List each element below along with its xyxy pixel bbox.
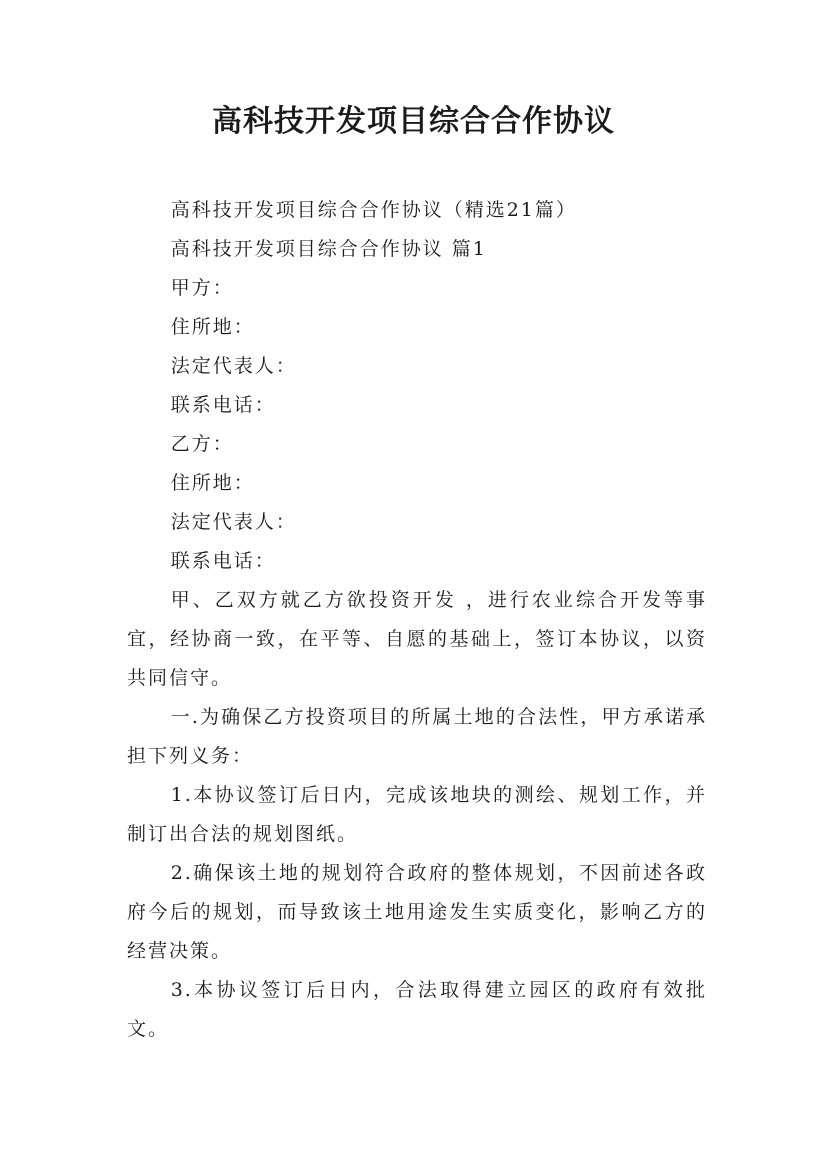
- party-b-representative: 法定代表人：: [170, 511, 297, 533]
- clause-item-1: 1.本协议签订后日内，完成该地块的测绘、规划工作，并制订出合法的规划图纸。: [127, 784, 707, 845]
- preamble-paragraph: 甲、乙双方就乙方欲投资开发 ，进行农业综合开发等事宜，经协商一致，在平等、自愿的基础上，签订本协议，以资共同信守。: [127, 589, 707, 689]
- party-a-representative: 法定代表人：: [170, 355, 297, 377]
- clause-item-3: 3.本协议签订后日内，合法取得建立园区的政府有效批文。: [127, 979, 707, 1040]
- party-b-label: 乙方：: [170, 433, 234, 455]
- subtitle-line: 高科技开发项目综合合作协议（精选21篇）: [170, 199, 577, 221]
- document-body: [127, 191, 707, 1049]
- party-a-address: 住所地：: [170, 316, 255, 338]
- document-title: 高科技开发项目综合合作协议: [212, 104, 615, 139]
- section-heading: 高科技开发项目综合合作协议 篇1: [170, 238, 487, 260]
- clause-item-2: 2.确保该土地的规划符合政府的整体规划，不因前述各政府今后的规划，而导致该土地用途发生实质变化，影响乙方的经营决策。: [127, 862, 707, 962]
- party-b-address: 住所地：: [170, 472, 255, 494]
- party-a-phone: 联系电话：: [170, 394, 276, 416]
- party-a-label: 甲方：: [170, 277, 234, 299]
- party-b-phone: 联系电话：: [170, 550, 276, 572]
- clause-one-heading: 一.为确保乙方投资项目的所属土地的合法性，甲方承诺承担下列义务：: [127, 706, 707, 767]
